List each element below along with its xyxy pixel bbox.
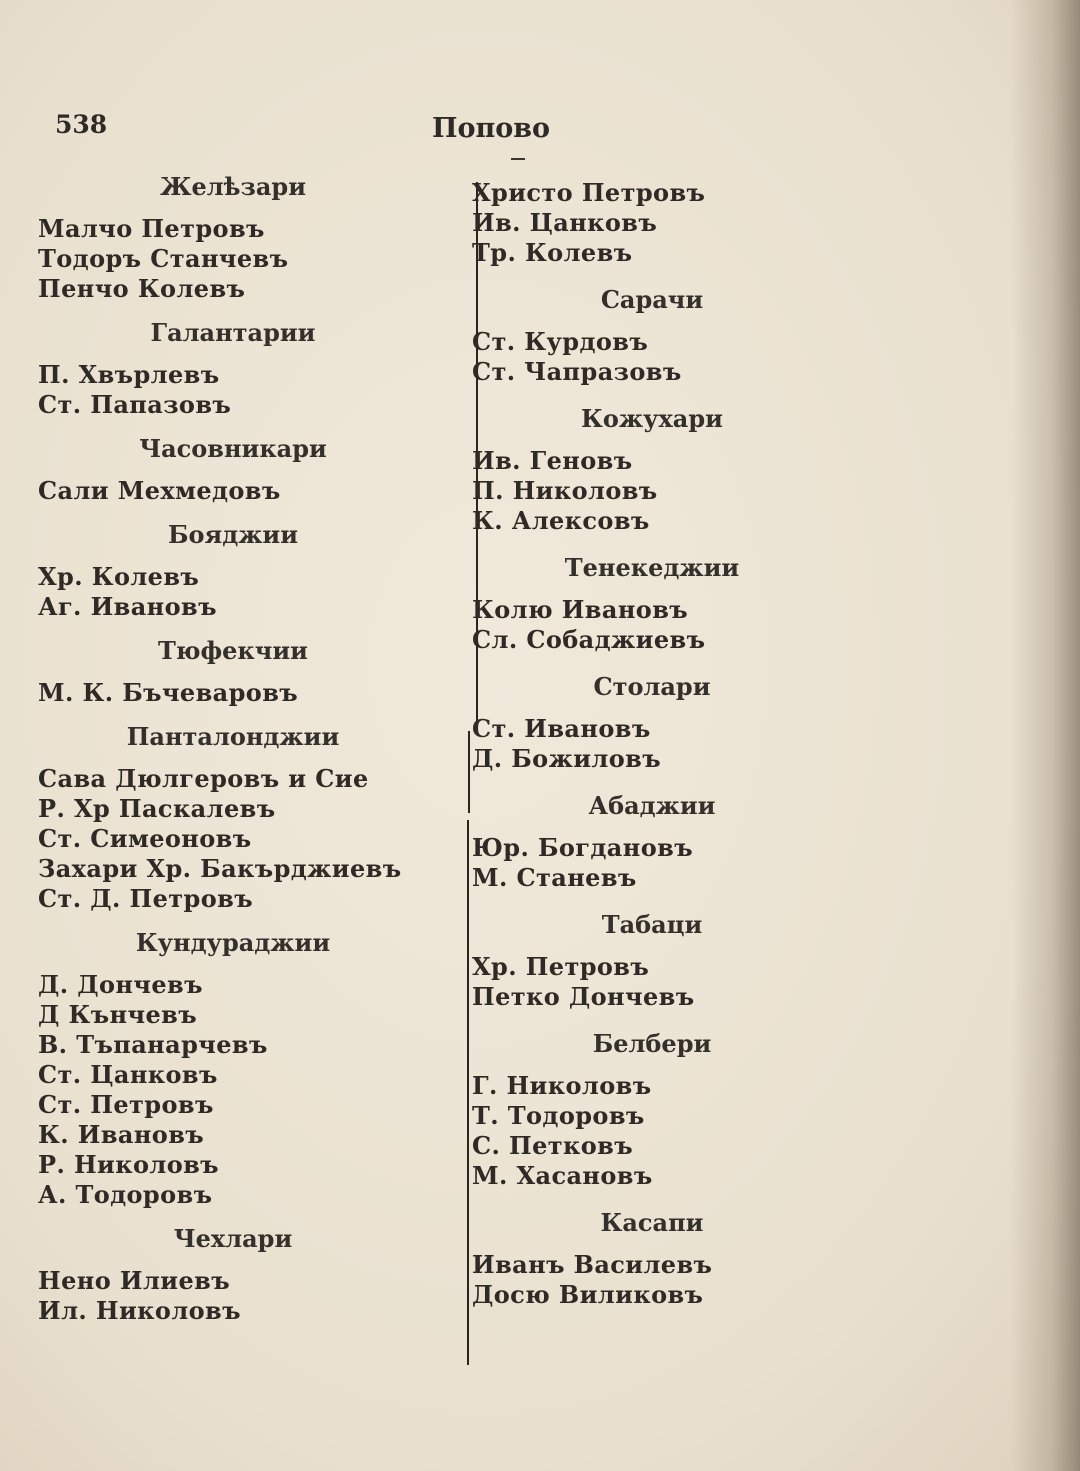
merchant-name: Сл. Собаджиевъ [472, 625, 706, 654]
trade-section [472, 791, 832, 893]
trade-section [472, 553, 832, 655]
trade-heading: Белбери [592, 1029, 712, 1058]
merchant-name: Ст. Симеоновъ [38, 824, 252, 853]
trade-heading: Часовникари [139, 434, 327, 463]
name-list [38, 214, 428, 304]
merchant-name: Ил. Николовъ [38, 1296, 241, 1325]
trade-section [38, 636, 428, 708]
trade-heading: Касапи [600, 1208, 704, 1237]
trade-section [38, 722, 428, 914]
merchant-name: Досю Виликовъ [472, 1280, 704, 1309]
trade-heading: Столари [593, 672, 711, 701]
column-rule-3 [467, 820, 469, 1365]
trade-section [38, 928, 428, 1210]
merchant-name: Пенчо Колевъ [38, 274, 246, 303]
trade-section [472, 1208, 832, 1310]
title-dash [511, 158, 525, 160]
right-column [472, 178, 832, 1327]
merchant-name: А. Тодоровъ [38, 1180, 213, 1209]
merchant-name: Иванъ Василевъ [472, 1250, 713, 1279]
merchant-name: Д. Дончевъ [38, 970, 203, 999]
trade-section [38, 318, 428, 420]
merchant-name: Сали Мехмедовъ [38, 476, 281, 505]
name-list [472, 1071, 832, 1191]
merchant-name: Д Кънчевъ [38, 1000, 198, 1029]
trade-heading: Абаджии [588, 791, 716, 820]
merchant-name: Г. Николовъ [472, 1071, 652, 1100]
name-list [38, 678, 428, 708]
merchant-name: Нено Илиевъ [38, 1266, 231, 1295]
merchant-name: П. Николовъ [472, 476, 658, 505]
name-list [38, 1266, 428, 1326]
merchant-name: Петко Дончевъ [472, 982, 695, 1011]
page-edge-shadow [1010, 0, 1080, 1471]
merchant-name: Д. Божиловъ [472, 744, 662, 773]
name-list [472, 714, 832, 774]
page-title: Попово [432, 113, 551, 144]
trade-section [472, 178, 832, 268]
trade-section [38, 434, 428, 506]
merchant-name: Ив. Геновъ [472, 446, 633, 475]
merchant-name: Ст. Д. Петровъ [38, 884, 254, 913]
merchant-name: Ст. Курдовъ [472, 327, 649, 356]
merchant-name: Ив. Цанковъ [472, 208, 658, 237]
merchant-name: Ст. Папазовъ [38, 390, 232, 419]
merchant-name: Сава Дюлгеровъ и Сие [38, 764, 369, 793]
merchant-name: К. Алексовъ [472, 506, 650, 535]
merchant-name: Христо Петровъ [472, 178, 706, 207]
merchant-name: Аг. Ивановъ [38, 592, 217, 621]
merchant-name: Ст. Цанковъ [38, 1060, 218, 1089]
left-column [38, 172, 428, 1340]
trade-heading: Бояджии [167, 520, 299, 549]
name-list [472, 952, 832, 1012]
merchant-name: С. Петковъ [472, 1131, 634, 1160]
column-rule-2 [468, 731, 470, 813]
name-list [472, 446, 832, 536]
merchant-name: Ст. Чапразовъ [472, 357, 682, 386]
merchant-name: Малчо Петровъ [38, 214, 265, 243]
trade-heading: Кундураджии [135, 928, 331, 957]
trade-section [38, 1224, 428, 1326]
trade-section [38, 172, 428, 304]
merchant-name: Тодоръ Станчевъ [38, 244, 289, 273]
merchant-name: Юр. Богдановъ [472, 833, 694, 862]
merchant-name: Ст. Ивановъ [472, 714, 651, 743]
trade-heading: Тюфекчии [158, 636, 308, 665]
merchant-name: Колю Ивановъ [472, 595, 689, 624]
page-number: 538 [55, 110, 108, 139]
merchant-name: П. Хвърлевъ [38, 360, 220, 389]
merchant-name: Хр. Петровъ [472, 952, 650, 981]
trade-section [472, 1029, 832, 1191]
name-list [38, 764, 428, 914]
name-list [472, 833, 832, 893]
trade-heading: Табаци [601, 910, 703, 939]
merchant-name: В. Тъпанарчевъ [38, 1030, 268, 1059]
trade-section [472, 285, 832, 387]
name-list [38, 562, 428, 622]
merchant-name: Р. Николовъ [38, 1150, 219, 1179]
name-list [472, 1250, 832, 1310]
trade-section [472, 672, 832, 774]
trade-heading: Желѣзари [159, 172, 306, 201]
merchant-name: К. Ивановъ [38, 1120, 205, 1149]
name-list [38, 476, 428, 506]
trade-heading: Чехлари [173, 1224, 293, 1253]
name-list [38, 360, 428, 420]
name-list [472, 595, 832, 655]
name-list [472, 178, 832, 268]
merchant-name: М. Хасановъ [472, 1161, 653, 1190]
trade-heading: Тенекеджии [564, 553, 740, 582]
merchant-name: М. Станевъ [472, 863, 637, 892]
merchant-name: Ст. Петровъ [38, 1090, 214, 1119]
trade-section [38, 520, 428, 622]
merchant-name: Захари Хр. Бакърджиевъ [38, 854, 402, 883]
merchant-name: М. К. Бъчеваровъ [38, 678, 299, 707]
trade-heading: Кожухари [581, 404, 723, 433]
merchant-name: Р. Хр Паскалевъ [38, 794, 276, 823]
trade-heading: Галантарии [150, 318, 316, 347]
trade-heading: Панталонджии [126, 722, 340, 751]
trade-section [472, 404, 832, 536]
merchant-name: Тр. Колевъ [472, 238, 633, 267]
merchant-name: Хр. Колевъ [38, 562, 200, 591]
trade-heading: Сарачи [600, 285, 704, 314]
name-list [472, 327, 832, 387]
merchant-name: Т. Тодоровъ [472, 1101, 645, 1130]
name-list [38, 970, 428, 1210]
trade-section [472, 910, 832, 1012]
